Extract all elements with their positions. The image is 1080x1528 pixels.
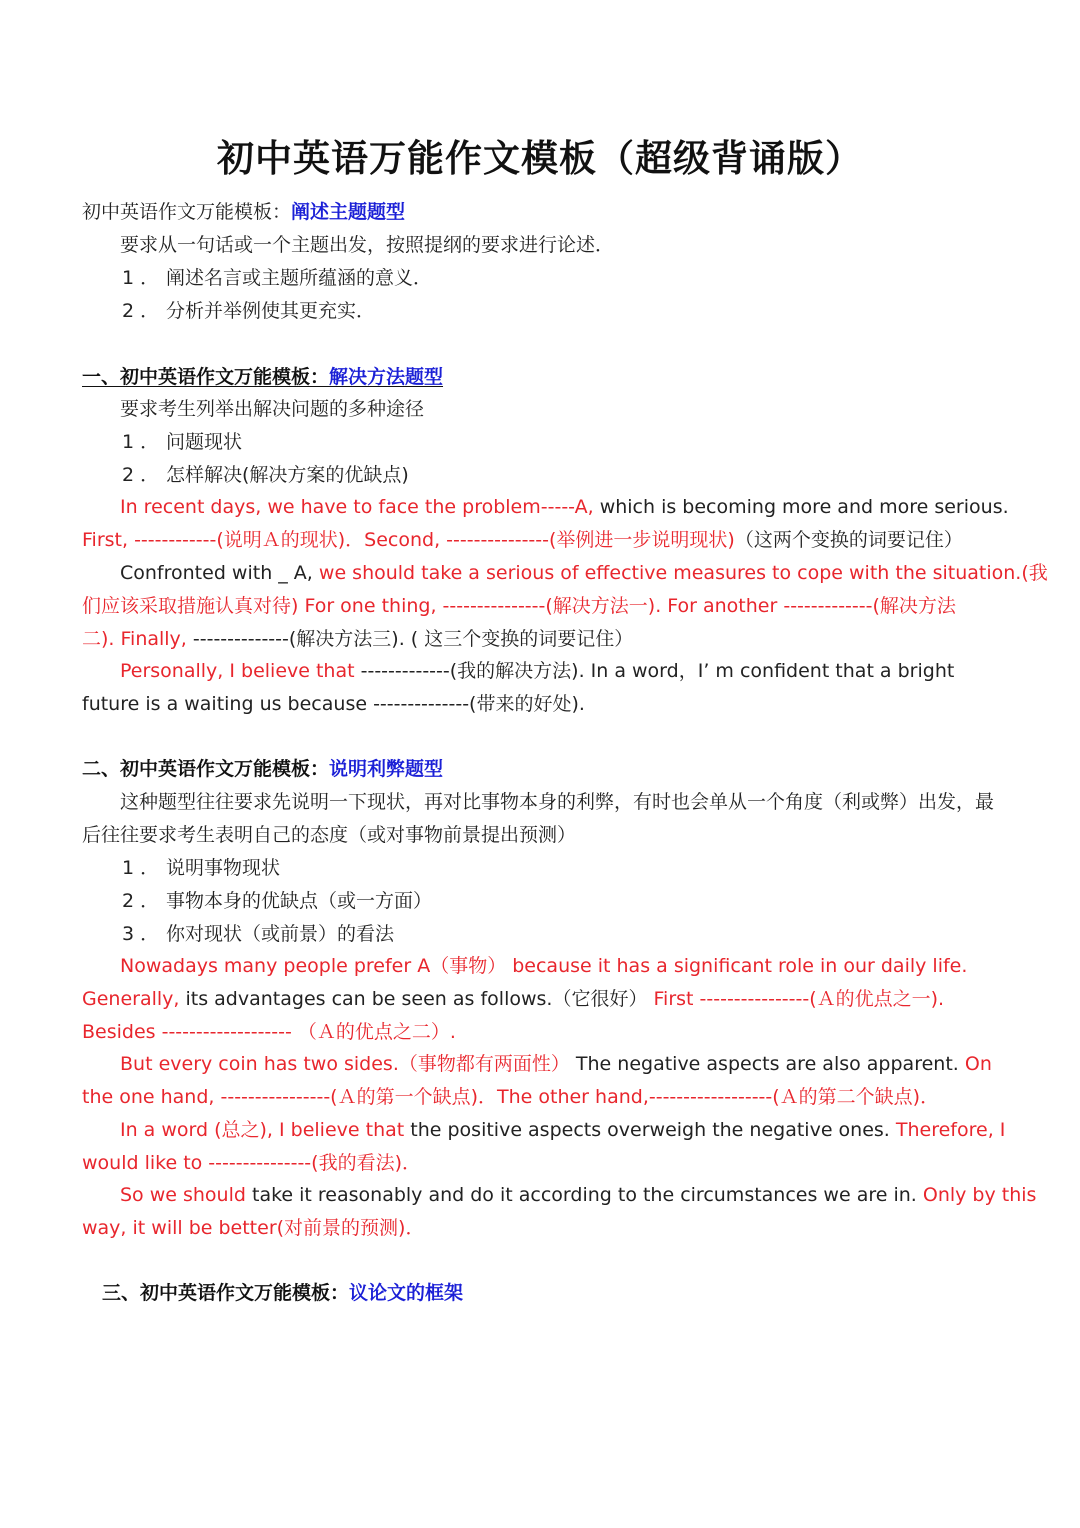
list-text: 阐述名言或主题所蕴涵的意义． bbox=[166, 267, 433, 289]
list-text: 分析并举例使其更充实． bbox=[166, 300, 376, 322]
page-title: 初中英语万能作文模板（超级背诵版） bbox=[217, 137, 863, 180]
list-text: 说明事物现状 bbox=[166, 857, 281, 879]
template-line bbox=[120, 560, 1048, 586]
template-line bbox=[120, 1182, 1036, 1208]
template-red-text: In recent days, we have to face the problem-----A, bbox=[120, 496, 594, 518]
template-text: （这两个变换的词要记住） bbox=[734, 529, 963, 551]
section-3-topic: 议论文的框架 bbox=[349, 1282, 464, 1304]
list-text: 问题现状 bbox=[166, 431, 243, 453]
list-text: 事物本身的优缺点（或一方面） bbox=[166, 890, 433, 912]
template-text: --------------(解决方法三). ( 这三个变换的词要记住） bbox=[186, 628, 634, 650]
template-red-text: On bbox=[964, 1053, 992, 1075]
section-2-requirement: 这种题型往往要求先说明一下现状，再对比事物本身的利弊，有时也会单从一个角度（利或弊）出发，最 bbox=[120, 791, 995, 813]
template-line: future is a waiting us because --------------(带来的好处). bbox=[82, 693, 585, 715]
template-line: 们应该采取措施认真对待) For one thing, ---------------(解决方法一). For another -------------(解决方法 bbox=[82, 595, 956, 617]
section-2-prefix: 二、初中英语作文万能模板： bbox=[82, 758, 330, 780]
list-number: 1 ． bbox=[122, 431, 160, 453]
section-2-item-1 bbox=[122, 855, 280, 881]
template-line bbox=[82, 527, 963, 553]
section-3-heading bbox=[102, 1280, 463, 1306]
section-2-topic: 说明利弊题型 bbox=[329, 758, 444, 780]
section-3-prefix: 三、初中英语作文万能模板： bbox=[102, 1282, 350, 1304]
section-2-heading bbox=[82, 756, 443, 782]
section-1-heading bbox=[82, 364, 443, 390]
list-number: 2 ． bbox=[122, 890, 160, 912]
list-number: 3 ． bbox=[122, 923, 160, 945]
template-text: its advantages can be seen as follows.（它很好） bbox=[179, 988, 654, 1010]
intro-item-2 bbox=[122, 298, 375, 324]
template-red-text: So we should bbox=[120, 1184, 246, 1206]
section-1-requirement: 要求考生列举出解决问题的多种途径 bbox=[120, 398, 425, 420]
template-line: way, it will be better(对前景的预测)． bbox=[82, 1217, 425, 1239]
list-number: 2 ． bbox=[122, 300, 160, 322]
template-text: which is becoming more and more serious. bbox=[593, 496, 1009, 518]
list-text: 怎样解决(解决方案的优缺点) bbox=[166, 464, 409, 486]
template-red-text: But every coin has two sides.（事物都有两面性） bbox=[120, 1053, 570, 1075]
section-1-item-1 bbox=[122, 429, 242, 455]
template-red-text: Therefore, I bbox=[889, 1119, 1006, 1141]
template-line bbox=[120, 658, 954, 684]
template-text: the positive aspects overweigh the negative ones. bbox=[404, 1119, 890, 1141]
template-line bbox=[120, 1051, 992, 1077]
intro-heading bbox=[82, 199, 405, 225]
list-number: 1 ． bbox=[122, 267, 160, 289]
intro-topic: 阐述主题题型 bbox=[291, 201, 406, 223]
template-text: Confronted with _ A, bbox=[120, 562, 313, 584]
template-line: would like to ---------------(我的看法)． bbox=[82, 1152, 421, 1174]
list-text: 你对现状（或前景）的看法 bbox=[166, 923, 395, 945]
template-line bbox=[120, 1117, 1005, 1143]
template-red-text: Only by this bbox=[916, 1184, 1037, 1206]
template-text: The negative aspects are also apparent. bbox=[569, 1053, 965, 1075]
template-line bbox=[82, 986, 944, 1012]
section-1-prefix: 一、初中英语作文万能模板： bbox=[82, 366, 330, 388]
section-2-item-2 bbox=[122, 888, 432, 914]
template-red-text: First, ------------(说明Ａ的现状)．Second, ---------------(举例进一步说明现状) bbox=[82, 529, 735, 551]
section-1-topic: 解决方法题型 bbox=[329, 366, 444, 388]
template-line: the one hand, ----------------(Ａ的第一个缺点)．The other hand,------------------(Ａ的第二个缺点)． bbox=[82, 1086, 940, 1108]
section-2-item-3 bbox=[122, 921, 394, 947]
intro-item-1 bbox=[122, 265, 432, 291]
template-text: -------------(我的解决方法). In a word，I’ m confident that a bright bbox=[354, 660, 955, 682]
template-line bbox=[82, 626, 633, 652]
template-red-text: Personally, I believe that bbox=[120, 660, 355, 682]
section-1-item-2 bbox=[122, 462, 409, 488]
section-2-requirement-cont: 后往往要求考生表明自己的态度（或对事物前景提出预测） bbox=[82, 824, 577, 846]
template-text: take it reasonably and do it according to the circumstances we are in. bbox=[245, 1184, 917, 1206]
intro-heading-prefix: 初中英语作文万能模板： bbox=[82, 201, 292, 223]
template-red-text: 二). Finally, bbox=[82, 628, 187, 650]
template-red-text: Generally, bbox=[82, 988, 180, 1010]
template-red-text: In a word (总之), I believe that bbox=[120, 1119, 405, 1141]
list-number: 2 ． bbox=[122, 464, 160, 486]
intro-requirement: 要求从一句话或一个主题出发，按照提纲的要求进行论述． bbox=[120, 234, 615, 256]
template-red-text: First ----------------(Ａ的优点之一). bbox=[653, 988, 945, 1010]
template-line: Nowadays many people prefer A（事物） because it has a significant role in our daily life. bbox=[120, 955, 968, 977]
template-red-text: we should take a serious of effective measures to cope with the situation.(我 bbox=[312, 562, 1048, 584]
list-number: 1 ． bbox=[122, 857, 160, 879]
template-line bbox=[120, 494, 1009, 520]
template-line: Besides ------------------- （Ａ的优点之二）. bbox=[82, 1021, 456, 1043]
